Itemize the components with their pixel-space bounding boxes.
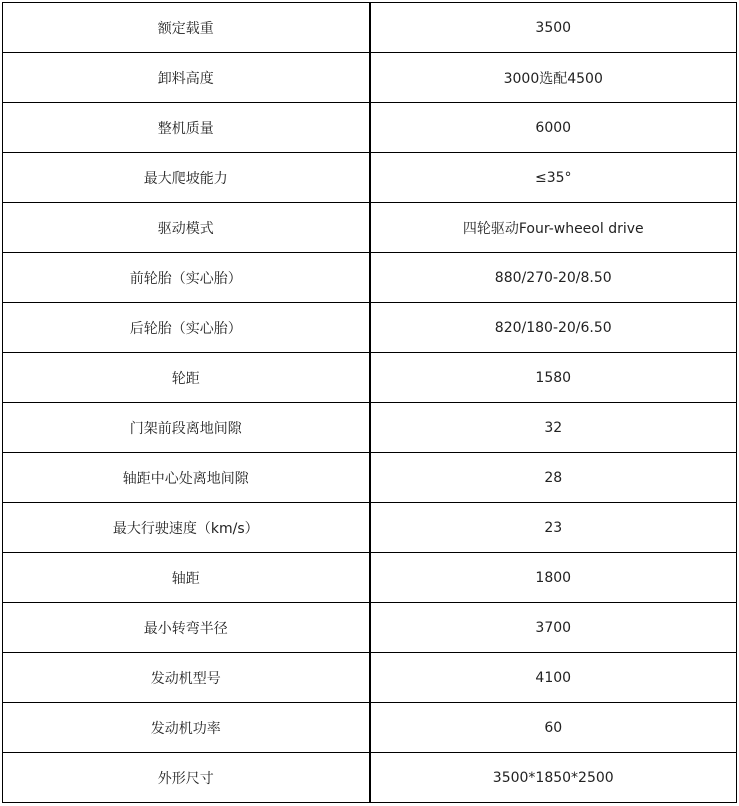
row-value: 820/180-20/6.50 [370, 303, 737, 353]
row-value: 1800 [370, 553, 737, 603]
row-value: 1580 [370, 353, 737, 403]
row-label: 最大行驶速度（km/s） [3, 503, 370, 553]
table-row [3, 453, 737, 503]
row-label: 驱动模式 [3, 203, 370, 253]
table-row [3, 603, 737, 653]
row-label: 轮距 [3, 353, 370, 403]
table-row [3, 253, 737, 303]
table-row [3, 653, 737, 703]
table-row [3, 3, 737, 53]
row-value: 3500*1850*2500 [370, 753, 737, 803]
row-value: 3700 [370, 603, 737, 653]
table-row [3, 203, 737, 253]
row-value: 28 [370, 453, 737, 503]
row-value: 4100 [370, 653, 737, 703]
row-label: 后轮胎（实心胎） [3, 303, 370, 353]
table-row [3, 303, 737, 353]
table-row [3, 353, 737, 403]
row-value: 6000 [370, 103, 737, 153]
row-label: 额定载重 [3, 3, 370, 53]
row-label: 最小转弯半径 [3, 603, 370, 653]
row-value: ≤35° [370, 153, 737, 203]
row-label: 整机质量 [3, 103, 370, 153]
row-label: 前轮胎（实心胎） [3, 253, 370, 303]
row-value: 3000选配4500 [370, 53, 737, 103]
table-row [3, 703, 737, 753]
row-value: 四轮驱动Four-wheeol drive [370, 203, 737, 253]
row-value: 32 [370, 403, 737, 453]
row-label: 发动机型号 [3, 653, 370, 703]
row-label: 门架前段离地间隙 [3, 403, 370, 453]
table-row [3, 753, 737, 803]
row-label: 最大爬坡能力 [3, 153, 370, 203]
table-row [3, 553, 737, 603]
row-value: 23 [370, 503, 737, 553]
spec-table [2, 2, 737, 803]
row-label: 轴距 [3, 553, 370, 603]
table-row [3, 503, 737, 553]
row-label: 卸料高度 [3, 53, 370, 103]
row-value: 3500 [370, 3, 737, 53]
table-row [3, 53, 737, 103]
spec-table-body [3, 3, 737, 803]
row-label: 发动机功率 [3, 703, 370, 753]
row-value: 60 [370, 703, 737, 753]
row-label: 轴距中心处离地间隙 [3, 453, 370, 503]
table-row [3, 103, 737, 153]
row-label: 外形尺寸 [3, 753, 370, 803]
row-value: 880/270-20/8.50 [370, 253, 737, 303]
table-row [3, 403, 737, 453]
table-row [3, 153, 737, 203]
